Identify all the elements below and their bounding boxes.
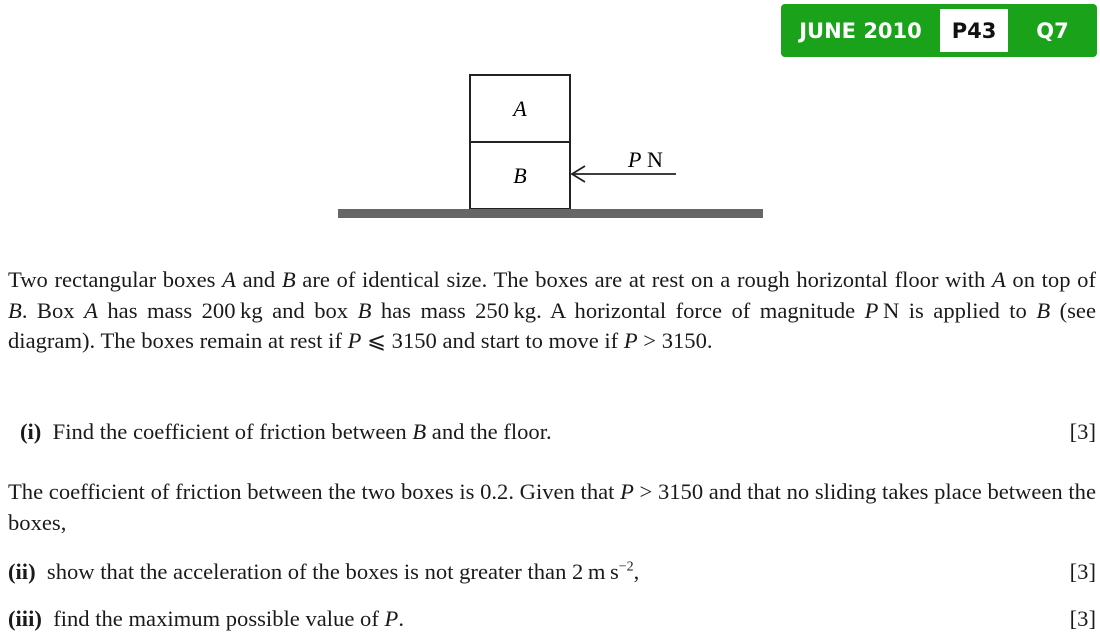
question-part-iii: (iii) find the maximum possible value of P. [3] [8, 604, 1098, 634]
force-label-var: P [628, 147, 642, 172]
force-label-unit: N [647, 147, 663, 172]
question-number: Q7 [1036, 18, 1069, 43]
floor [338, 209, 763, 218]
paper-code: P43 [940, 9, 1008, 52]
marks-iii: [3] [1069, 606, 1096, 631]
problem-statement: Two rectangular boxes A and B are of identical size. The boxes are at rest on a rough horizontal floor with A on top of B. Box A has mass 200 kg and box B has mass 250 kg. A horizontal force of magnitude P N is applied to B (see diagram). The boxes remain at rest if P ⩽ 3150 and start to move if P > 3150. [8, 267, 1096, 353]
box-b-label: B [513, 163, 527, 188]
question-part-i: (i) Find the coefficient of friction between B and the floor. [3] [20, 417, 1098, 447]
box-a-label: A [513, 96, 527, 121]
exam-date: JUNE 2010 [799, 18, 922, 43]
marks-ii: [3] [1069, 559, 1096, 584]
question-part-ii: (ii) show that the acceleration of the boxes is not greater than 2 m $s^{-2}$, [3] [8, 557, 1098, 587]
middle-statement: The coefficient of friction between the two boxes is 0.2. Given that P > 3150 and that no sliding takes place between the boxes, [8, 479, 1096, 535]
boxes-diagram [0, 0, 1100, 230]
marks-i: [3] [1069, 419, 1096, 444]
